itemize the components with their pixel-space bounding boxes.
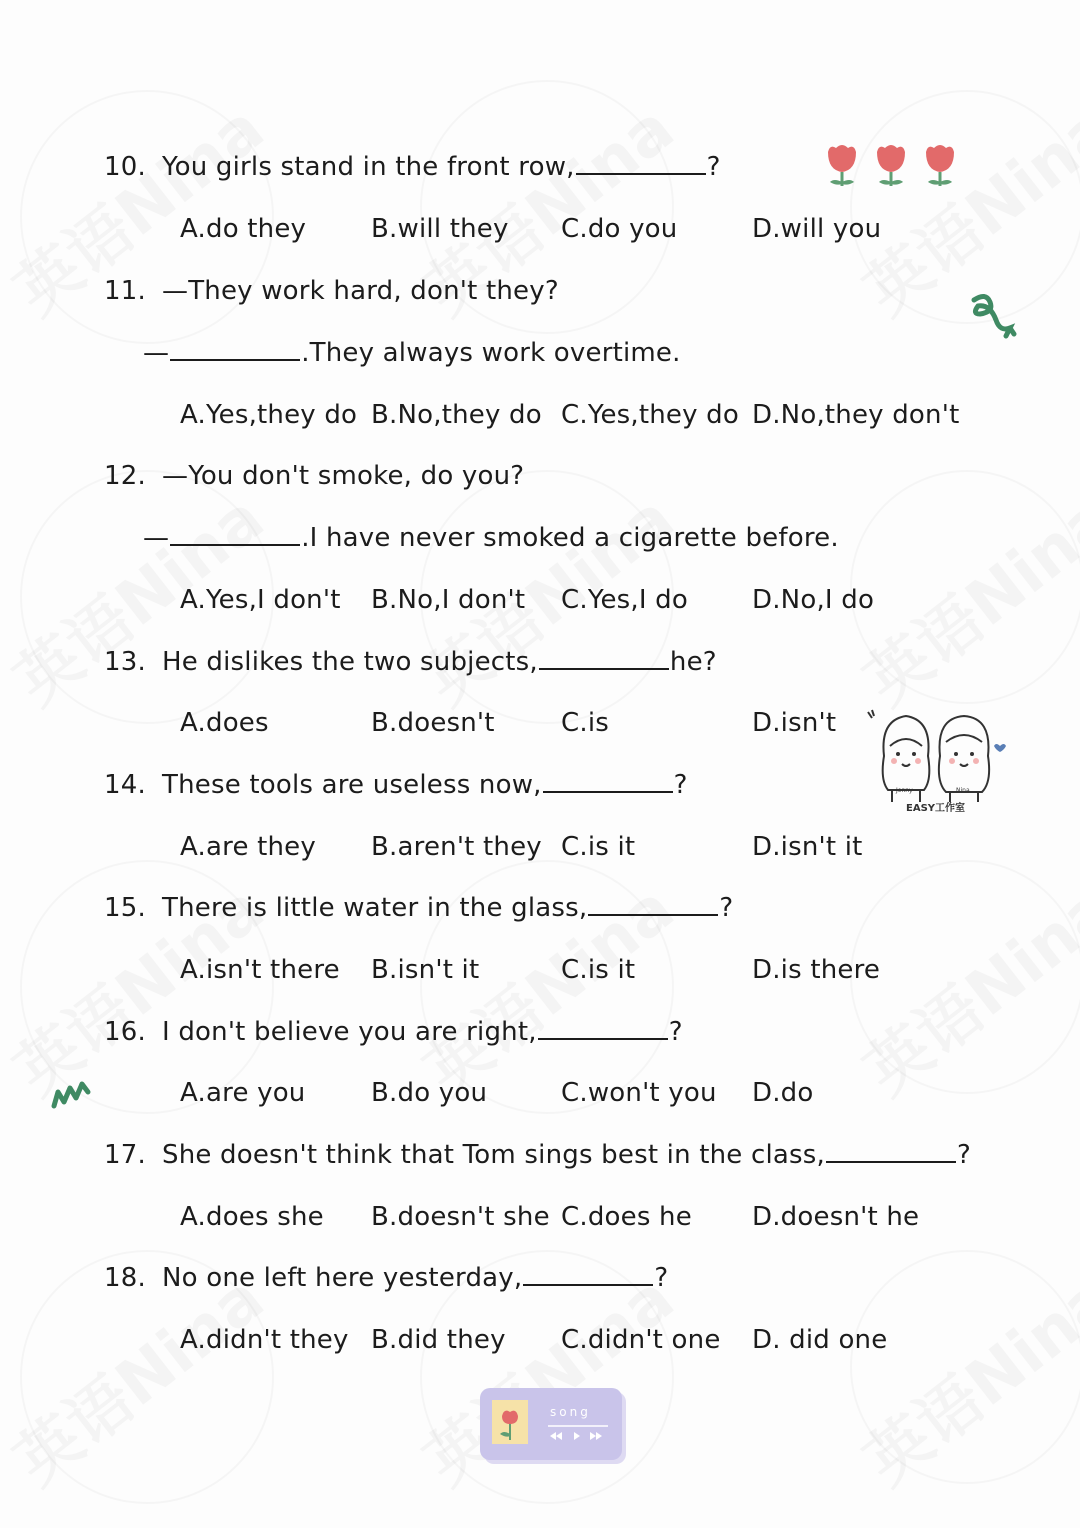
option-c: C.Yes,I do	[561, 585, 688, 615]
option-d: D.doesn't he	[752, 1202, 920, 1232]
watermark-text	[843, 1250, 1080, 1502]
question-text: —You don't smoke, do you?	[162, 461, 525, 491]
question-text: You girls stand in the front row, ?	[162, 152, 721, 182]
question-number: 12.	[104, 461, 146, 491]
question-text: I don't believe you are right, ?	[162, 1017, 683, 1047]
reply-line: — .I have never smoked a cigarette before.	[143, 523, 839, 553]
question-number: 18.	[104, 1263, 146, 1293]
option-c: C.didn't one	[561, 1325, 721, 1355]
option-d: D.will you	[752, 214, 882, 244]
player-label: song	[550, 1405, 591, 1419]
option-b: B.did they	[371, 1325, 506, 1355]
option-d: D.is there	[752, 955, 881, 985]
question-number: 17.	[104, 1140, 146, 1170]
tulips-icon	[822, 142, 962, 188]
option-a: A.are you	[180, 1078, 306, 1108]
option-b: B.isn't it	[371, 955, 480, 985]
answer-blank	[543, 771, 673, 793]
option-a: A.does she	[180, 1202, 324, 1232]
option-c: C.do you	[561, 214, 678, 244]
option-d: D.isn't it	[752, 832, 863, 862]
sticker-name-left: Jenny	[896, 787, 913, 794]
reply-line: — .They always work overtime.	[143, 338, 681, 368]
zigzag-icon	[48, 1072, 96, 1112]
answer-blank	[588, 894, 718, 916]
question-number: 13.	[104, 647, 146, 677]
watermark-text	[843, 80, 1080, 332]
option-d: D.do	[752, 1078, 814, 1108]
option-b: B.aren't they	[371, 832, 542, 862]
option-c: C.Yes,they do	[561, 400, 739, 430]
question-text: She doesn't think that Tom sings best in the class, ?	[162, 1140, 971, 1170]
answer-blank	[576, 153, 706, 175]
question-number: 10.	[104, 152, 146, 182]
option-a: A.Yes,they do	[180, 400, 358, 430]
question-number: 16.	[104, 1017, 146, 1047]
sticker-name-right: Nina	[956, 787, 970, 794]
option-b: B.doesn't	[371, 708, 495, 738]
answer-blank	[170, 524, 300, 546]
option-b: B.will they	[371, 214, 509, 244]
answer-blank	[523, 1264, 653, 1286]
option-c: C.is	[561, 708, 609, 738]
option-d: D. did one	[752, 1325, 888, 1355]
option-c: C.does he	[561, 1202, 692, 1232]
question-text: There is little water in the glass, ?	[162, 893, 734, 923]
question-text: No one left here yesterday, ?	[162, 1263, 669, 1293]
option-a: A.isn't there	[180, 955, 340, 985]
answer-blank	[539, 648, 669, 670]
question-number: 11.	[104, 276, 146, 306]
question-number: 15.	[104, 893, 146, 923]
option-d: D.No,I do	[752, 585, 875, 615]
girls-illustration-icon	[862, 706, 1008, 814]
watermark-text	[843, 860, 1080, 1112]
option-b: B.doesn't she	[371, 1202, 550, 1232]
question-text: He dislikes the two subjects, he?	[162, 647, 717, 677]
question-number: 14.	[104, 770, 146, 800]
option-a: A.does	[180, 708, 269, 738]
squiggle-icon	[966, 290, 1022, 340]
option-a: A.do they	[180, 214, 307, 244]
watermark-text	[843, 470, 1080, 722]
option-d: D.isn't	[752, 708, 837, 738]
answer-blank	[826, 1141, 956, 1163]
sticker-caption: EASY工作室	[906, 803, 966, 814]
answer-blank	[538, 1018, 668, 1040]
option-b: B.No,they do	[371, 400, 542, 430]
option-a: A.Yes,I don't	[180, 585, 341, 615]
question-text: —They work hard, don't they?	[162, 276, 559, 306]
option-c: C.is it	[561, 832, 636, 862]
option-d: D.No,they don't	[752, 400, 960, 430]
option-a: A.didn't they	[180, 1325, 349, 1355]
option-b: B.do you	[371, 1078, 488, 1108]
answer-blank	[170, 339, 300, 361]
option-b: B.No,I don't	[371, 585, 526, 615]
question-text: These tools are useless now, ?	[162, 770, 688, 800]
option-c: C.is it	[561, 955, 636, 985]
music-player-sticker-icon	[478, 1388, 628, 1468]
option-a: A.are they	[180, 832, 316, 862]
option-c: C.won't you	[561, 1078, 717, 1108]
